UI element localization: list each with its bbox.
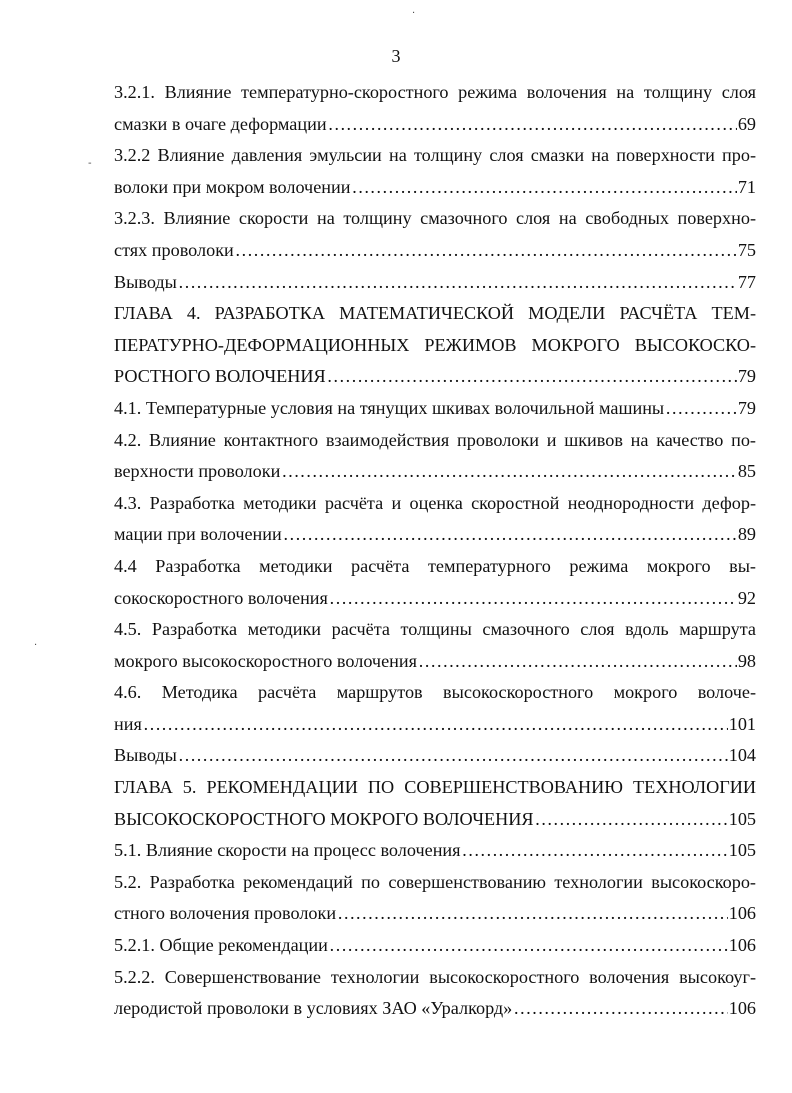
- toc-entry-line: 4.5. Разработка методики расчёта толщины смазочного слоя вдоль маршрута: [114, 619, 756, 640]
- toc-entry-line: 4.4 Разработка методики расчёта температурного режима мокрого вы-: [114, 555, 756, 576]
- toc-entry-line: 3.2.3. Влияние скорости на толщину смазочного слоя на свободных поверхно-: [114, 208, 756, 229]
- toc-entry[interactable]: [114, 614, 756, 677]
- toc-entry[interactable]: [114, 677, 756, 740]
- toc-entry-leader-line: [114, 930, 756, 962]
- dot-leader: [337, 898, 728, 930]
- dot-leader: [281, 456, 737, 488]
- toc-page-number: 69: [737, 113, 756, 134]
- toc-entry[interactable]: [114, 140, 756, 203]
- toc-entry-title: сокоскоростного волочения: [114, 587, 328, 608]
- toc-entry-line: 4.6. Методика расчёта маршрутов высокоскоростного мокрого волоче-: [114, 682, 756, 703]
- toc-entry-line: 4.3. Разработка методики расчёта и оценка скоростной неоднородности дефор-: [114, 492, 756, 513]
- toc-entry-line: 5.2. Разработка рекомендаций по совершенствованию технологии высокоскоро-: [114, 871, 756, 892]
- dot-leader: [513, 993, 727, 1025]
- dot-leader: [351, 172, 736, 204]
- toc-entry-line: ГЛАВА 5. РЕКОМЕНДАЦИИ ПО СОВЕРШЕНСТВОВАНИЮ ТЕХНОЛОГИИ: [114, 777, 756, 798]
- dot-leader: [665, 393, 737, 425]
- toc-page-number: 106: [728, 998, 756, 1019]
- toc-entry-title: ния: [114, 713, 142, 734]
- toc-page-number: 79: [737, 397, 756, 418]
- toc-entry-leader-line: [114, 898, 756, 930]
- toc-entry-leader-line: [114, 267, 756, 299]
- dot-leader: [329, 930, 728, 962]
- toc-entry-leader-line: [114, 172, 756, 204]
- page-number: 3: [391, 46, 401, 66]
- toc-entry-line: ПЕРАТУРНО-ДЕФОРМАЦИОННЫХ РЕЖИМОВ МОКРОГО ВЫСОКОСКО-: [114, 334, 756, 355]
- toc-entry[interactable]: [114, 393, 756, 425]
- dot-leader: [329, 583, 737, 615]
- toc-entry-title: верхности проволоки: [114, 461, 281, 482]
- toc-page-number: 98: [737, 650, 756, 671]
- toc-entry-title: мокрого высокоскоростного волочения: [114, 650, 417, 671]
- toc-entry[interactable]: [114, 425, 756, 488]
- toc-page-number: 85: [737, 461, 756, 482]
- dot-leader: [178, 740, 728, 772]
- toc-entry-title: 5.1. Влияние скорости на процесс волочения: [114, 840, 461, 861]
- scan-speck: ·: [412, 8, 416, 19]
- dot-leader: [535, 804, 728, 836]
- scan-speck: -: [88, 158, 92, 169]
- toc-page-number: 71: [737, 176, 756, 197]
- dot-leader: [418, 646, 737, 678]
- dot-leader: [283, 519, 737, 551]
- toc-entry-line: 4.2. Влияние контактного взаимодействия проволоки и шкивов на качество по-: [114, 429, 756, 450]
- toc-entry[interactable]: [114, 962, 756, 1025]
- toc-entry-leader-line: [114, 456, 756, 488]
- toc-entry-title: стного волочения проволоки: [114, 903, 337, 924]
- toc-page-number: 89: [737, 524, 756, 545]
- toc-entry-leader-line: [114, 835, 756, 867]
- toc-entry[interactable]: [114, 298, 756, 393]
- toc-entry-title: мации при волочении: [114, 524, 282, 545]
- toc-entry-title: Выводы: [114, 745, 177, 766]
- dot-leader: [178, 267, 737, 299]
- dot-leader: [327, 361, 737, 393]
- toc-entry[interactable]: [114, 203, 756, 266]
- toc-page-number: 77: [737, 271, 756, 292]
- toc-entry-title: Выводы: [114, 271, 177, 292]
- toc-entry-title: РОСТНОГО ВОЛОЧЕНИЯ: [114, 366, 326, 387]
- toc-entry-title: стях проволоки: [114, 239, 234, 260]
- toc-entry-leader-line: [114, 740, 756, 772]
- dot-leader: [143, 709, 728, 741]
- toc-page-number: 75: [737, 239, 756, 260]
- toc-entry-leader-line: [114, 235, 756, 267]
- toc-entry-leader-line: [114, 804, 756, 836]
- toc-page-number: 79: [737, 366, 756, 387]
- toc-entry[interactable]: [114, 835, 756, 867]
- toc-entry-leader-line: [114, 109, 756, 141]
- toc-entry-title: 4.1. Температурные условия на тянущих шкивах волочильной машины: [114, 397, 665, 418]
- dot-leader: [462, 835, 728, 867]
- toc-entry-title: ВЫСОКОСКОРОСТНОГО МОКРОГО ВОЛОЧЕНИЯ: [114, 808, 534, 829]
- toc-entry[interactable]: [114, 740, 756, 772]
- toc-entry[interactable]: [114, 267, 756, 299]
- toc-page-number: 106: [728, 935, 756, 956]
- toc-entry-title: смазки в очаге деформации: [114, 113, 327, 134]
- toc-page-number: 106: [728, 903, 756, 924]
- toc-entry-line: ГЛАВА 4. РАЗРАБОТКА МАТЕМАТИЧЕСКОЙ МОДЕЛИ РАСЧЁТА ТЕМ-: [114, 303, 756, 324]
- table-of-contents: [114, 77, 756, 1025]
- toc-page-number: 104: [728, 745, 756, 766]
- toc-entry[interactable]: [114, 77, 756, 140]
- toc-entry-leader-line: [114, 361, 756, 393]
- toc-page-number: 105: [728, 840, 756, 861]
- toc-entry[interactable]: [114, 488, 756, 551]
- toc-entry-leader-line: [114, 393, 756, 425]
- toc-entry-title: 5.2.1. Общие рекомендации: [114, 935, 328, 956]
- toc-entry[interactable]: [114, 930, 756, 962]
- toc-entry-leader-line: [114, 646, 756, 678]
- toc-entry-leader-line: [114, 709, 756, 741]
- toc-entry-line: 5.2.2. Совершенствование технологии высокоскоростного волочения высокоуг-: [114, 966, 756, 987]
- toc-entry[interactable]: [114, 551, 756, 614]
- scan-speck: ·: [34, 640, 38, 651]
- toc-page-number: 105: [728, 808, 756, 829]
- toc-page-number: 101: [728, 713, 756, 734]
- toc-entry-leader-line: [114, 583, 756, 615]
- toc-entry[interactable]: [114, 867, 756, 930]
- toc-entry-line: 3.2.2 Влияние давления эмульсии на толщину слоя смазки на поверхности про-: [114, 145, 756, 166]
- toc-page-number: 92: [737, 587, 756, 608]
- toc-entry-leader-line: [114, 993, 756, 1025]
- toc-entry[interactable]: [114, 772, 756, 835]
- toc-entry-line: 3.2.1. Влияние температурно-скоростного режима волочения на толщину слоя: [114, 82, 756, 102]
- dot-leader: [328, 109, 737, 141]
- toc-entry-leader-line: [114, 519, 756, 551]
- toc-entry-title: волоки при мокром волочении: [114, 176, 351, 197]
- toc-entry-title: леродистой проволоки в условиях ЗАО «Уралкорд»: [114, 998, 513, 1019]
- dot-leader: [235, 235, 737, 267]
